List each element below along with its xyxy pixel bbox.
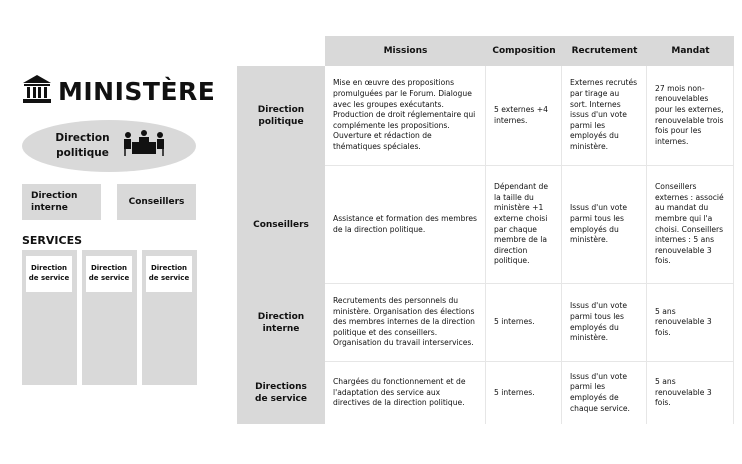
- cell-text: 5 ans renouvelable 3 fois.: [655, 306, 712, 337]
- cell-mandat: [647, 66, 734, 166]
- row-label: [237, 66, 325, 166]
- cell-text: 5 externes +4 internes.: [494, 104, 548, 125]
- direction-de-service-box: Direction de service: [26, 256, 72, 292]
- header-mandat: Mandat: [647, 36, 734, 66]
- government-building-icon: [22, 74, 52, 108]
- ministere-logo: [22, 74, 215, 108]
- direction-de-service-box: Direction de service: [86, 256, 132, 292]
- cell-text: Issus d'un vote parmi les employés de chaque service.: [570, 371, 630, 413]
- cell-text: Chargées du fonctionnement et de l'adaptation des service aux directives de la direction politique.: [333, 377, 466, 408]
- row-label-text: Conseillers: [253, 219, 309, 230]
- cell-text: 5 internes.: [494, 317, 535, 327]
- service-column: [142, 250, 197, 385]
- cell-missions: [325, 166, 486, 284]
- cell-missions: [325, 362, 486, 424]
- ministere-title: MINISTÈRE: [58, 76, 216, 106]
- cell-text: Dépendant de la taille du ministère +1 externe choisi par chaque membre de la direction politique.: [494, 182, 548, 266]
- meeting-icon: [122, 130, 166, 162]
- service-column: [22, 250, 77, 385]
- cell-text: Recrutements des personnels du ministère. Organisation des élections des membres internes de la direction politique et des conseillers. Organisation du travail interservices.: [333, 296, 475, 348]
- row-label: [237, 166, 325, 284]
- header-missions: Missions: [325, 36, 486, 66]
- cell-mandat: [647, 362, 734, 424]
- cell-text: 5 internes.: [494, 387, 535, 397]
- cell-mandat: [647, 284, 734, 362]
- services-title: SERVICES: [22, 234, 83, 247]
- cell-recrutement: [562, 284, 647, 362]
- cell-text: Externes recrutés par tirage au sort. Internes issus d'un vote parmi les employés du ministère.: [570, 78, 638, 151]
- conseillers-node: [117, 184, 196, 220]
- cell-text: 5 ans renouvelable 3 fois.: [655, 377, 712, 408]
- conseillers-label: Conseillers: [128, 197, 185, 207]
- service-column: [82, 250, 137, 385]
- direction-interne-node: [22, 184, 101, 220]
- cell-composition: [486, 362, 562, 424]
- direction-de-service-box: Direction de service: [146, 256, 192, 292]
- row-label: [237, 284, 325, 362]
- cell-text: Assistance et formation des membres de la direction politique.: [333, 213, 477, 234]
- cell-composition: [486, 166, 562, 284]
- cell-composition: [486, 284, 562, 362]
- cell-recrutement: [562, 362, 647, 424]
- cell-text: 27 mois non-renouvelables pour les externes, renouvelable trois fois pour les internes.: [655, 83, 724, 146]
- cell-missions: [325, 66, 486, 166]
- cell-text: Mise en œuvre des propositions promulguées par le Forum. Dialogue avec les groupes exécutants. Production de droit réglementaire qui complémente les propositions. Ouverture et rédaction de thématiques spéciales.: [333, 78, 476, 151]
- header-recrutement: Recrutement: [562, 36, 647, 66]
- direction-politique-label: Direction politique: [55, 132, 110, 159]
- row-label-text: Directions de service: [255, 381, 307, 404]
- header-composition: Composition: [486, 36, 562, 66]
- row-label: [237, 362, 325, 424]
- cell-text: Issus d'un vote parmi tous les employés du ministère.: [570, 203, 628, 245]
- cell-recrutement: [562, 66, 647, 166]
- row-label-text: Direction interne: [257, 311, 305, 334]
- cell-text: Issus d'un vote parmi tous les employés du ministère.: [570, 301, 628, 343]
- row-label-text: Direction politique: [257, 104, 305, 127]
- cell-mandat: [647, 166, 734, 284]
- direction-politique-node: [22, 120, 196, 172]
- cell-composition: [486, 66, 562, 166]
- direction-interne-label: Direction interne: [31, 191, 78, 213]
- cell-text: Conseillers externes : associé au mandat du membre qui l'a choisi. Conseillers internes : 5 ans renouvelable 3 fois.: [655, 182, 724, 266]
- cell-missions: [325, 284, 486, 362]
- cell-recrutement: [562, 166, 647, 284]
